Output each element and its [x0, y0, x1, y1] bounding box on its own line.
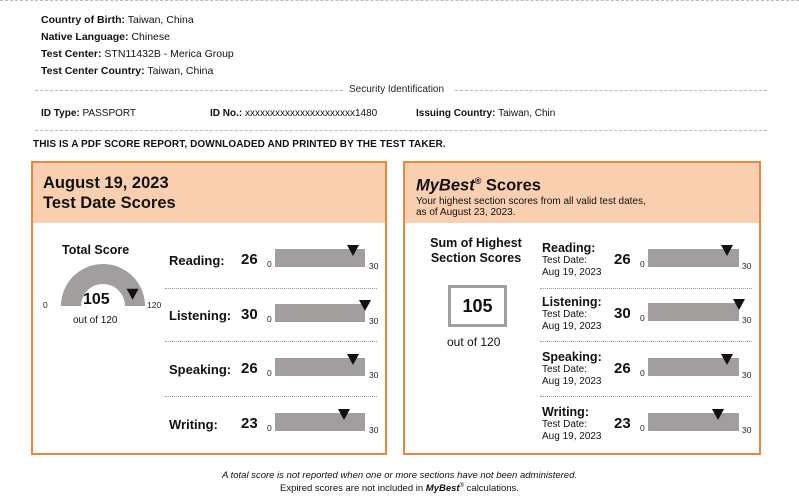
writing-label: Writing:	[169, 417, 218, 432]
right-sep-2	[540, 341, 752, 342]
test-center-label: Test Center:	[41, 48, 102, 60]
reading-min: 0	[267, 259, 272, 269]
pdf-report-note: THIS IS A PDF SCORE REPORT, DOWNLOADED AND PRINTED BY THE TEST TAKER.	[33, 139, 446, 150]
mybest-writing-score-marker	[712, 409, 724, 420]
test-date-title: August 19, 2023	[43, 174, 169, 192]
mybest-listening-score-marker	[733, 299, 745, 310]
security-bottom-divider	[35, 130, 767, 131]
security-title: Security Identification	[349, 84, 445, 95]
mybest-subtitle-1: Your highest section scores from all valid test dates,	[416, 196, 646, 207]
mybest-writing-label: Writing:	[542, 405, 589, 419]
speaking-score-marker	[347, 354, 359, 365]
native-language-value: Chinese	[131, 31, 170, 43]
mybest-writing-score-bar	[648, 413, 739, 431]
test-center-country-row	[41, 65, 213, 78]
sum-label-1: Sum of Highest	[430, 236, 522, 250]
mybest-reading-score-marker	[721, 245, 733, 256]
mybest-writing-score: 23	[614, 415, 631, 432]
top-divider	[0, 0, 799, 1]
mybest-title	[416, 176, 541, 196]
mybest-speaking-date-label: Test Date:	[542, 364, 588, 375]
test-center-value: STN11432B - Merica Group	[104, 48, 234, 60]
test-center-country-label: Test Center Country:	[41, 65, 145, 77]
speaking-label: Speaking:	[169, 362, 232, 377]
mybest-listening-min: 0	[640, 313, 645, 323]
sum-label-2: Section Scores	[430, 251, 522, 265]
listening-min: 0	[267, 314, 272, 324]
speaking-max: 30	[369, 370, 379, 380]
issuing-country-label: Issuing Country:	[416, 108, 496, 119]
writing-max: 30	[369, 425, 379, 435]
mybest-reading-label: Reading:	[542, 241, 596, 255]
mybest-scores-panel	[403, 161, 761, 455]
native-language-label: Native Language:	[41, 31, 129, 43]
reading-label: Reading:	[169, 253, 225, 268]
mybest-speaking-max: 30	[742, 370, 752, 380]
mybest-speaking-score-marker	[721, 354, 733, 365]
id-type	[41, 108, 136, 119]
gauge-max: 120	[147, 300, 162, 310]
total-score-label: Total Score	[62, 243, 130, 257]
id-type-label: ID Type:	[41, 108, 80, 119]
footer-line-2-pre: Expired scores are not included in	[280, 483, 426, 495]
security-divider-left	[35, 90, 343, 91]
writing-score: 23	[241, 415, 258, 432]
mybest-panel-header	[405, 163, 759, 223]
writing-min: 0	[267, 423, 272, 433]
mybest-writing-min: 0	[640, 423, 645, 433]
writing-score-bar	[275, 413, 365, 431]
mybest-speaking-score: 26	[614, 360, 631, 377]
reading-score: 26	[241, 251, 258, 268]
gauge-min: 0	[43, 300, 48, 310]
native-language-row	[41, 31, 170, 44]
speaking-min: 0	[267, 368, 272, 378]
mybest-reading-date: Aug 19, 2023	[542, 267, 602, 278]
footer-brand: MyBest	[425, 483, 460, 495]
id-no-value: xxxxxxxxxxxxxxxxxxxxxx1480	[245, 108, 378, 119]
footer-note-1	[0, 470, 799, 481]
footer-note-2	[0, 483, 799, 494]
test-date-scores-panel	[31, 161, 387, 455]
left-sep-2	[165, 341, 377, 342]
id-type-value: PASSPORT	[82, 108, 137, 119]
country-of-birth-label: Country of Birth:	[41, 14, 125, 26]
mybest-listening-max: 30	[742, 315, 752, 325]
mybest-reading-score: 26	[614, 251, 631, 268]
country-of-birth-value: Taiwan, China	[127, 14, 194, 26]
mybest-reg: ®	[474, 176, 482, 186]
mybest-reading-date-label: Test Date:	[542, 255, 588, 266]
mybest-listening-score-bar	[648, 303, 739, 321]
mybest-writing-date-label: Test Date:	[542, 419, 588, 430]
id-no-label: ID No.:	[210, 108, 243, 119]
listening-score-marker	[359, 300, 371, 311]
right-sep-3	[540, 396, 752, 397]
mybest-brand: MyBest	[416, 176, 475, 195]
listening-score: 30	[241, 306, 258, 323]
footer-line-2-post: calculations.	[464, 483, 519, 495]
speaking-score: 26	[241, 360, 258, 377]
issuing-country-value: Taiwan, Chin	[498, 108, 556, 119]
mybest-subtitle-2: as of August 23, 2023.	[416, 207, 516, 218]
country-of-birth-row	[41, 14, 194, 27]
listening-score-bar	[275, 304, 365, 322]
mybest-speaking-min: 0	[640, 368, 645, 378]
writing-score-marker	[338, 409, 350, 420]
mybest-listening-date: Aug 19, 2023	[542, 321, 602, 332]
right-sep-1	[540, 288, 752, 289]
mybest-speaking-label: Speaking:	[542, 350, 602, 364]
security-divider-right	[455, 90, 767, 91]
left-sep-3	[165, 396, 377, 397]
mybest-listening-date-label: Test Date:	[542, 309, 588, 320]
test-center-country-value: Taiwan, China	[147, 65, 214, 77]
listening-label: Listening:	[169, 308, 232, 323]
test-center-row	[41, 48, 234, 61]
total-score-value: 105	[83, 291, 110, 308]
mybest-speaking-date: Aug 19, 2023	[542, 376, 602, 387]
sum-score-box: 105	[448, 285, 507, 327]
mybest-writing-max: 30	[742, 425, 752, 435]
left-sep-1	[165, 288, 377, 289]
mybest-writing-date: Aug 19, 2023	[542, 431, 602, 442]
sum-out-of: out of 120	[447, 335, 501, 349]
footer-reg: ®	[459, 483, 465, 489]
issuing-country	[416, 108, 555, 119]
footer-line-1: A total score is not reported when one or more sections have not been administered.	[221, 470, 578, 481]
reading-score-marker	[347, 245, 359, 256]
reading-max: 30	[369, 261, 379, 271]
id-number	[210, 108, 377, 119]
mybest-listening-label: Listening:	[542, 295, 602, 309]
total-out-of: out of 120	[73, 315, 118, 326]
test-date-panel-header	[33, 163, 385, 223]
test-date-subtitle: Test Date Scores	[43, 194, 176, 212]
mybest-title-rest: Scores	[481, 176, 541, 195]
mybest-reading-min: 0	[640, 259, 645, 269]
mybest-listening-score: 30	[614, 305, 631, 322]
mybest-reading-max: 30	[742, 261, 752, 271]
listening-max: 30	[369, 316, 379, 326]
